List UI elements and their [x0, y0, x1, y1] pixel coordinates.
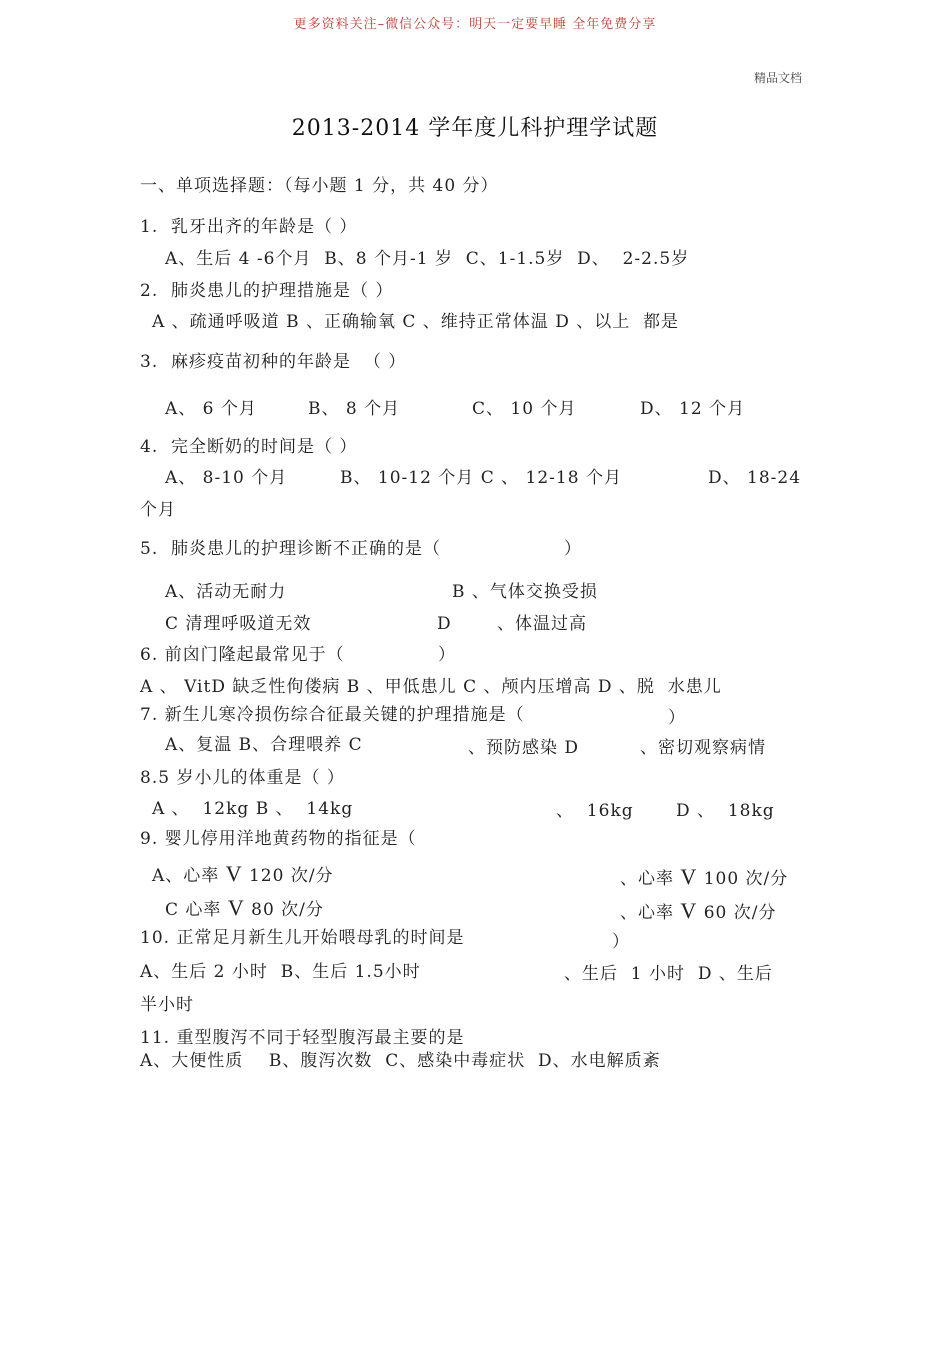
q3-option-d: D、 12 个月	[640, 399, 746, 419]
q5-option-d-letter: D	[437, 614, 452, 634]
q9-c-prefix: C 心率	[165, 900, 228, 920]
q5-stem: 5. 肺炎患儿的护理诊断不正确的是（	[140, 539, 442, 559]
q2-stem: 2. 肺炎患儿的护理措施是（ ）	[140, 281, 394, 301]
q8-option-d: D 、 18kg	[676, 801, 775, 821]
less-than-symbol: V	[225, 861, 243, 886]
q3-option-b: B、 8 个月	[308, 399, 401, 419]
header-banner: 更多资料关注–微信公众号：明天一定要早睡 全年免费分享	[293, 17, 657, 32]
corner-label: 精品文档	[753, 71, 802, 85]
q6-stem: 6. 前囟门隆起最常见于（	[140, 645, 345, 665]
section-heading: 一、单项选择题：（每小题 1 分，共 40 分）	[140, 176, 499, 196]
q3-option-a: A、 6 个月	[165, 399, 257, 419]
q10-stem-close: ）	[612, 932, 630, 952]
q10-option-d-wrap: 半小时	[140, 995, 194, 1015]
q8-option-c: 、 16kg	[556, 801, 634, 821]
q9-option-d	[620, 900, 776, 922]
q3-stem: 3. 麻疹疫苗初种的年龄是 （ ）	[140, 352, 407, 372]
q7-option-c: 、预防感染 D	[468, 738, 580, 758]
less-than-symbol: V	[680, 864, 698, 889]
q7-option-ab: A、复温 B、合理喂养 C	[165, 735, 363, 755]
q9-option-b	[620, 866, 788, 888]
q9-a-prefix: A、心率	[152, 866, 226, 886]
document-title: 2013-2014 学年度儿科护理学试题	[291, 116, 659, 141]
q7-option-d: 、密切观察病情	[640, 738, 766, 758]
q5-option-d-text: 、体温过高	[497, 614, 587, 634]
q5-option-c: C 清理呼吸道无效	[165, 614, 312, 634]
q5-option-a: A、活动无耐力	[165, 582, 287, 602]
q9-option-a	[152, 863, 334, 885]
q7-stem-close: ）	[668, 708, 686, 728]
q1-options: A、生后 4 -6个月 B、8 个月-1 岁 C、1-1.5岁 D、 2-2.5岁	[165, 249, 690, 269]
q10-option-cd: 、生后 1 小时 D 、生后	[564, 964, 773, 984]
q9-d-suffix: 60 次/分	[697, 903, 777, 923]
q1-stem: 1. 乳牙出齐的年龄是（ ）	[140, 217, 358, 237]
q5-stem-close: ）	[564, 539, 582, 559]
less-than-symbol: V	[680, 898, 698, 923]
q9-b-prefix: 、心率	[620, 869, 681, 889]
q5-option-b: B 、气体交换受损	[452, 582, 598, 602]
q2-options: A 、疏通呼吸道 B 、正确输氧 C 、维持正常体温 D 、以上 都是	[152, 312, 680, 332]
q7-stem: 7. 新生儿寒冷损伤综合征最关键的护理措施是（	[140, 705, 525, 725]
q9-c-suffix: 80 次/分	[244, 900, 324, 920]
q8-stem: 8.5 岁小儿的体重是（ ）	[140, 768, 345, 788]
q9-d-prefix: 、心率	[620, 903, 681, 923]
q9-option-c	[165, 897, 324, 919]
less-than-symbol: V	[227, 895, 245, 920]
q8-option-ab: A 、 12kg B 、 14kg	[152, 799, 354, 819]
q4-option-d: D、 18-24	[708, 468, 802, 488]
q6-stem-close: ）	[438, 645, 456, 665]
q10-stem: 10. 正常足月新生儿开始喂母乳的时间是	[140, 928, 465, 948]
q3-option-c: C、 10 个月	[472, 399, 577, 419]
q11-stem: 11. 重型腹泻不同于轻型腹泻最主要的是	[140, 1028, 465, 1048]
q4-option-a: A、 8-10 个月	[165, 468, 288, 488]
q10-option-ab: A、生后 2 小时 B、生后 1.5小时	[140, 962, 421, 982]
q11-options: A、大便性质 B、腹泻次数 C、感染中毒症状 D、水电解质紊	[140, 1051, 661, 1071]
q4-stem: 4. 完全断奶的时间是（ ）	[140, 437, 358, 457]
q6-options: A 、 VitD 缺乏性佝偻病 B 、甲低患儿 C 、颅内压增高 D 、脱 水患儿	[140, 677, 722, 697]
q9-stem: 9. 婴儿停用洋地黄药物的指征是（	[140, 829, 417, 849]
q4-option-bc: B、 10-12 个月 C 、 12-18 个月	[340, 468, 622, 488]
q9-b-suffix: 100 次/分	[697, 869, 789, 889]
q9-a-suffix: 120 次/分	[242, 866, 334, 886]
q4-option-d-wrap: 个月	[140, 500, 176, 520]
